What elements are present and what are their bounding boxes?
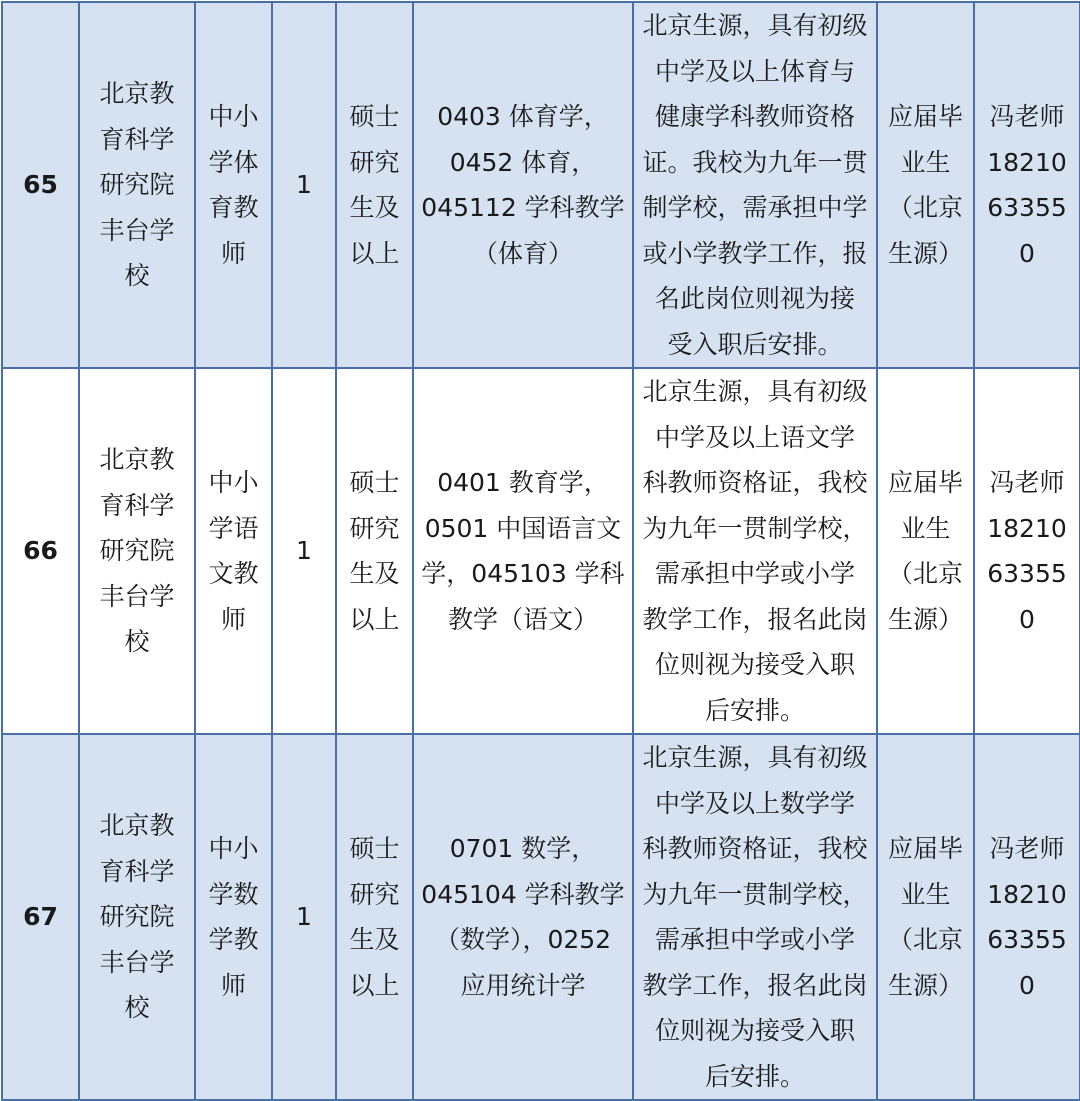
row-number-cell: 65: [2, 2, 79, 368]
education-cell: 硕士 研究 生及 以上: [336, 368, 413, 734]
requirements-cell: 北京生源，具有初级 中学及以上数学学 科教师资格证，我校 为九年一贯制学校， 需承担中学或小学 教学工作，报名此岗 位则视为接受入职 后安排。: [633, 734, 877, 1100]
requirements-cell: 北京生源，具有初级 中学及以上体育与 健康学科教师资格 证。我校为九年一贯 制学校，需承担中学 或小学教学工作，报 名此岗位则视为接 受入职后安排。: [633, 2, 877, 368]
count-cell: 1: [272, 2, 336, 368]
unit-cell: 北京教 育科学 研究院 丰台学 校: [79, 2, 195, 368]
major-cell: 0701 数学， 045104 学科教学 （数学），0252 应用统计学: [413, 734, 633, 1100]
target-cell: 应届毕 业生 （北京 生源）: [877, 2, 974, 368]
job-table: [1, 1, 1080, 1101]
row-number-cell: 66: [2, 368, 79, 734]
unit-cell: 北京教 育科学 研究院 丰台学 校: [79, 734, 195, 1100]
major-cell: 0401 教育学， 0501 中国语言文 学，045103 学科 教学（语文）: [413, 368, 633, 734]
table-row: [2, 734, 1080, 1100]
position-cell: 中小 学体 育教 师: [195, 2, 272, 368]
target-cell: 应届毕 业生 （北京 生源）: [877, 734, 974, 1100]
table-row: [2, 2, 1080, 368]
contact-cell: 冯老师 18210 63355 0: [974, 368, 1080, 734]
education-cell: 硕士 研究 生及 以上: [336, 2, 413, 368]
row-number-cell: 67: [2, 734, 79, 1100]
position-cell: 中小 学数 学教 师: [195, 734, 272, 1100]
contact-cell: 冯老师 18210 63355 0: [974, 734, 1080, 1100]
count-cell: 1: [272, 368, 336, 734]
position-cell: 中小 学语 文教 师: [195, 368, 272, 734]
unit-cell: 北京教 育科学 研究院 丰台学 校: [79, 368, 195, 734]
count-cell: 1: [272, 734, 336, 1100]
table-row: [2, 368, 1080, 734]
contact-cell: 冯老师 18210 63355 0: [974, 2, 1080, 368]
target-cell: 应届毕 业生 （北京 生源）: [877, 368, 974, 734]
requirements-cell: 北京生源，具有初级 中学及以上语文学 科教师资格证，我校 为九年一贯制学校， 需承担中学或小学 教学工作，报名此岗 位则视为接受入职 后安排。: [633, 368, 877, 734]
education-cell: 硕士 研究 生及 以上: [336, 734, 413, 1100]
major-cell: 0403 体育学， 0452 体育， 045112 学科教学 （体育）: [413, 2, 633, 368]
